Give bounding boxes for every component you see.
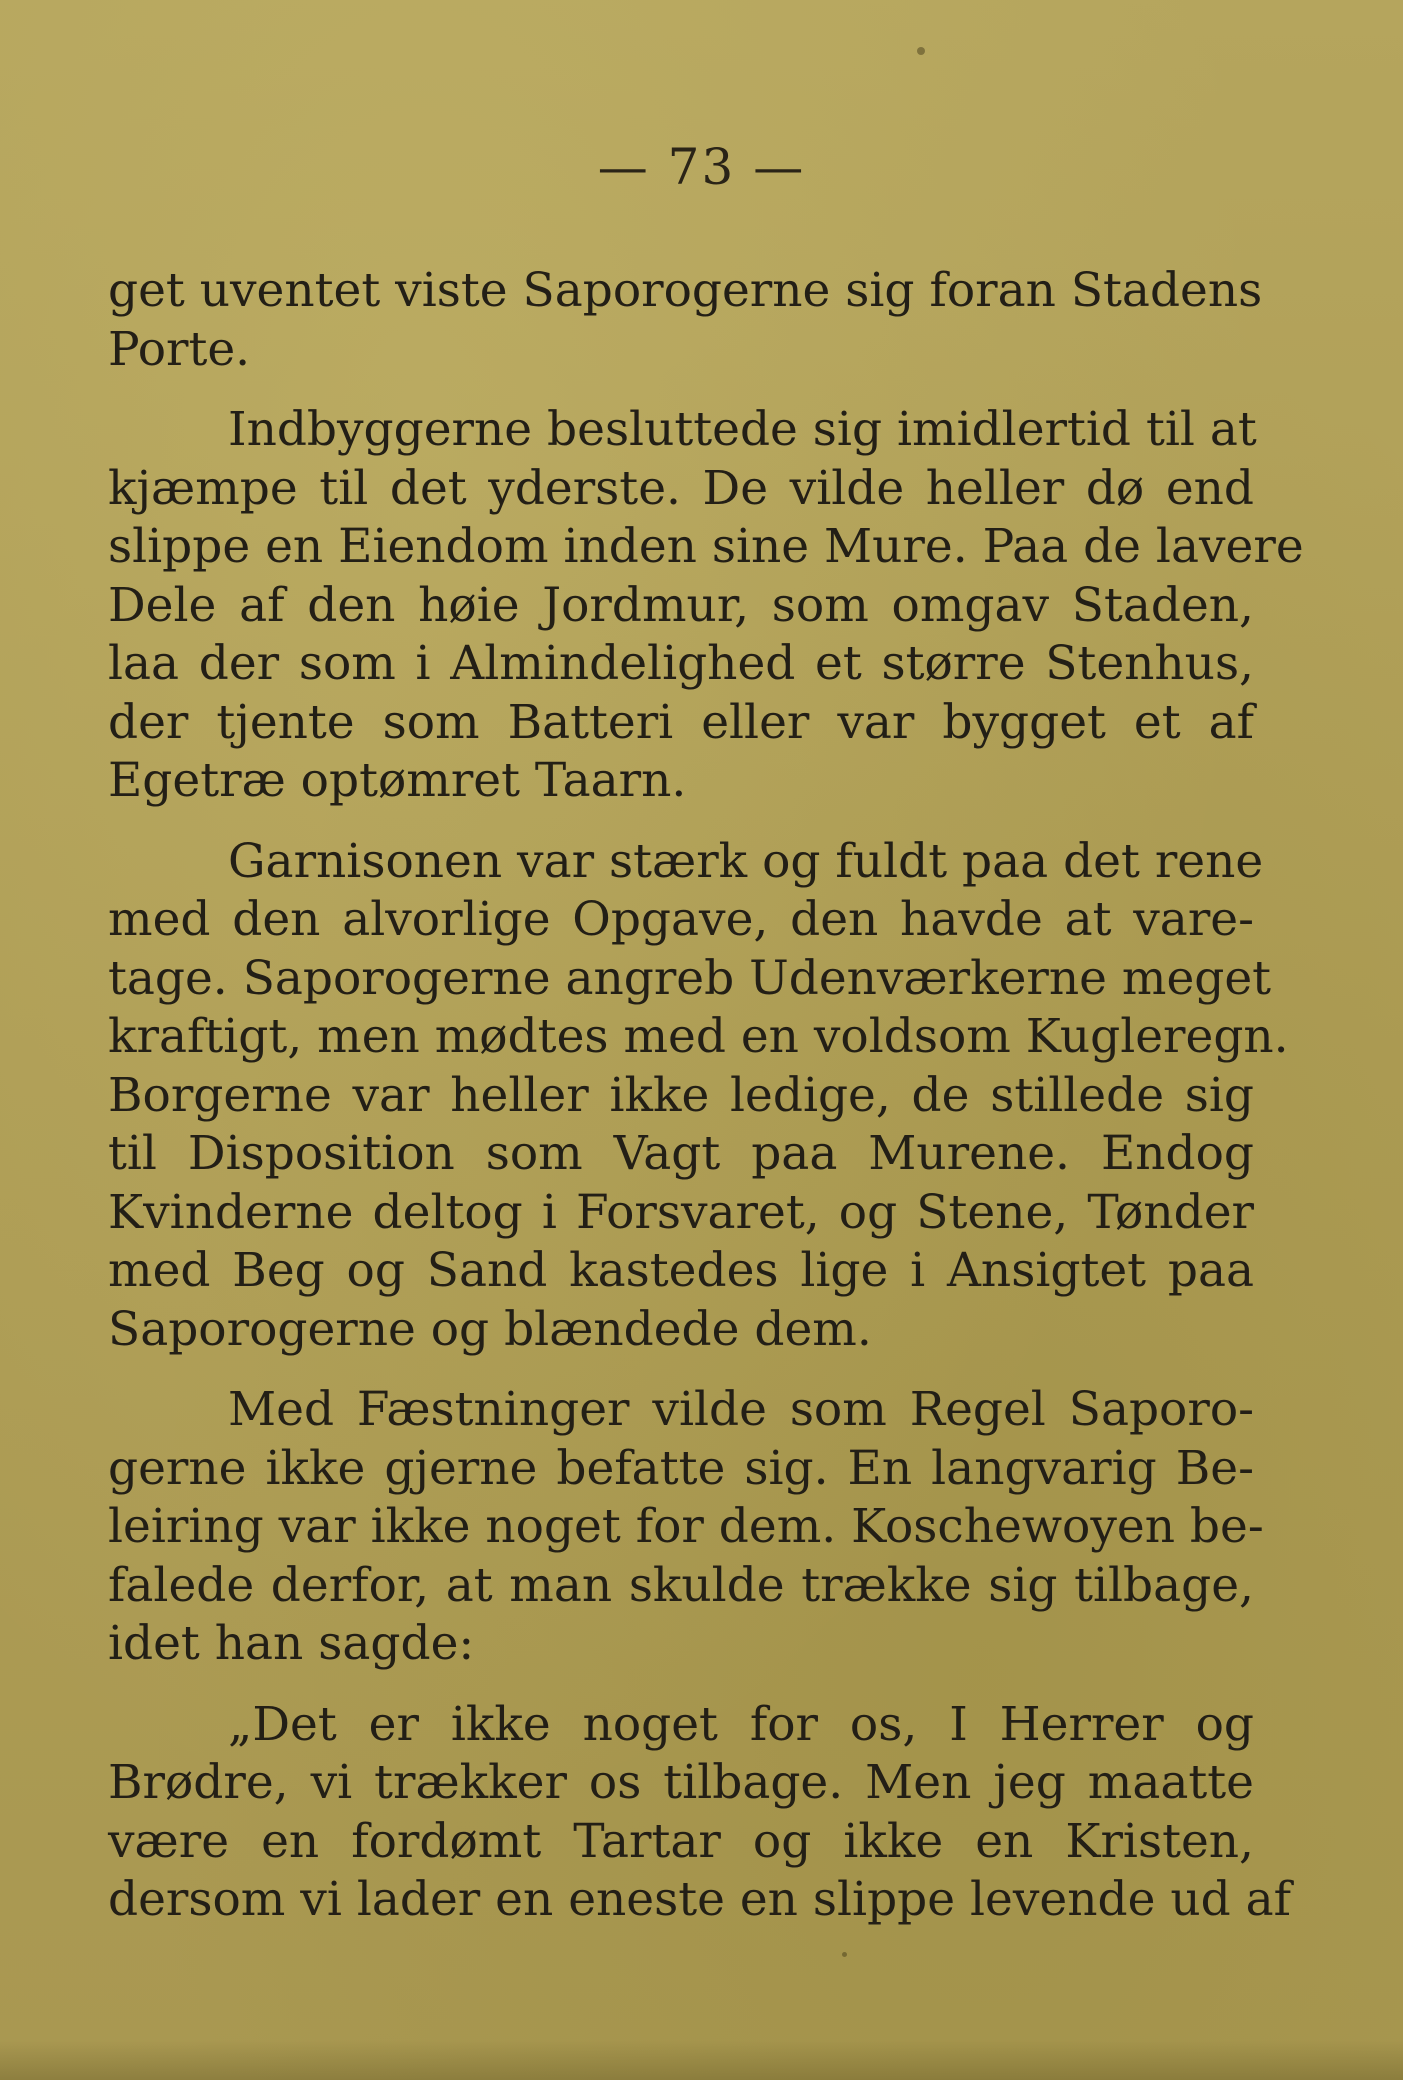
text-line: til Disposition som Vagt paa Murene. Endog [108,1126,1254,1181]
page-number: — 73 — [597,138,806,196]
text-line: idet han sagde: [108,1616,475,1671]
text-line: Egetræ optømret Taarn. [108,753,687,808]
ink-spot [917,47,925,55]
text-line: laa der som i Almindelighed et større Stenhus, [108,636,1254,691]
paragraph [108,262,1263,379]
body-text [108,262,1304,1930]
paragraph [108,1381,1264,1674]
text-line: der tjente som Batteri eller var bygget et af [108,694,1254,750]
text-line: slippe en Eiendom inden sine Mure. Paa de lavere [108,519,1304,574]
paragraph-gap [108,811,1254,833]
text-line: dersom vi lader en eneste en slippe levende ud af [108,1872,1292,1927]
text-line: Garnisonen var stærk og fuldt paa det rene [228,833,1264,889]
text-line: Med Fæstninger vilde som Regel Saporo- [228,1382,1254,1437]
text-line: med den alvorlige Opgave, den havde at vare- [108,892,1254,947]
paragraph [108,1696,1292,1930]
text-line: Porte. [108,321,251,377]
text-line: være en fordømt Tartar og ikke en Kristen, [108,1813,1254,1869]
paragraph-gap [108,379,1254,401]
text-line: tage. Saporogerne angreb Udenværkerne meget [108,950,1272,1006]
paragraph [108,401,1304,811]
text-line: Kvinderne deltog i Forsvaret, og Stene, Tønder [108,1184,1254,1240]
text-line: „Det er ikke noget for os, I Herrer og [228,1696,1254,1752]
paragraph-gap [108,1674,1254,1696]
text-line: gerne ikke gjerne befatte sig. En langvarig Be- [108,1440,1254,1496]
paragraph [108,833,1289,1360]
text-line: get uventet viste Saporogerne sig foran Stadens [108,263,1263,318]
text-line: Saporogerne og blændede dem. [108,1301,872,1357]
text-line: kjæmpe til det yderste. De vilde heller dø end [108,460,1254,516]
text-line: kraftigt, men mødtes med en voldsom Kugleregn. [108,1009,1289,1064]
paragraph-gap [108,1359,1254,1381]
text-line: med Beg og Sand kastedes lige i Ansigtet paa [108,1243,1254,1298]
text-line: Indbyggerne besluttede sig imidlertid til at [228,402,1257,457]
text-line: falede derfor, at man skulde trække sig tilbage, [108,1557,1254,1613]
text-line: Dele af den høie Jordmur, som omgav Staden, [108,577,1254,633]
text-line: Borgerne var heller ikke ledige, de stillede sig [108,1067,1254,1123]
page-edge-shadow [0,2040,1403,2080]
ink-spot [842,1952,847,1957]
text-line: leiring var ikke noget for dem. Koschewoyen be- [108,1499,1264,1554]
text-line: Brødre, vi trækker os tilbage. Men jeg maatte [108,1755,1254,1810]
